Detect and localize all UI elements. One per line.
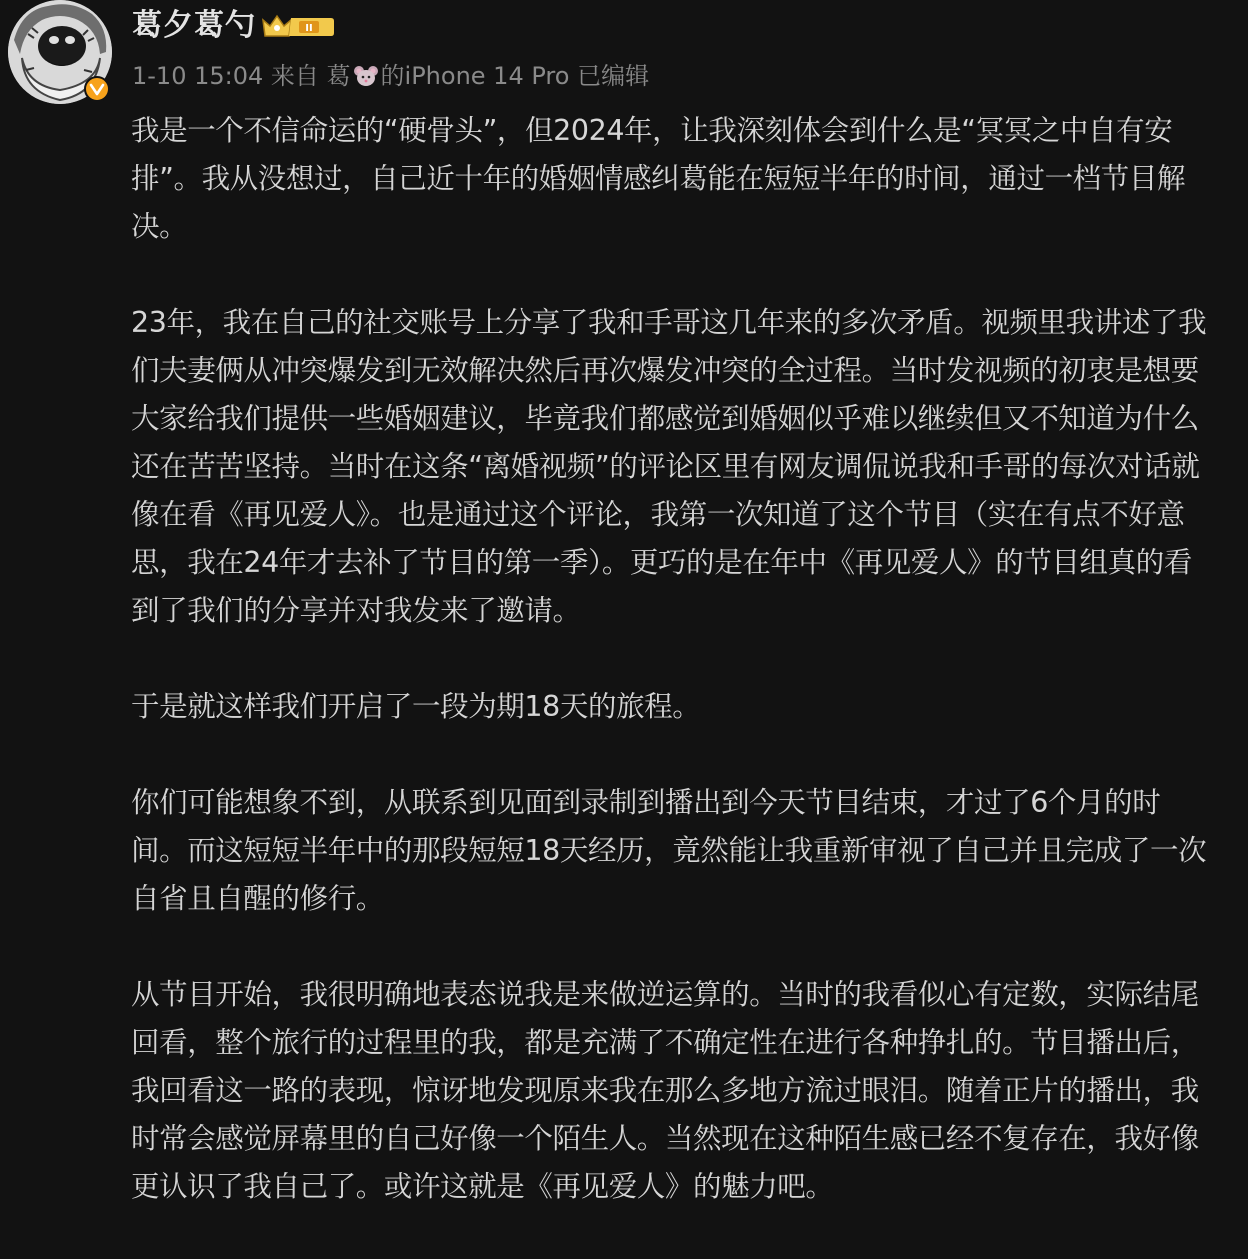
paragraph: 从节目开始，我很明确地表态说我是来做逆运算的。当时的我看似心有定数，实际结尾回看，整个旅行的过程里的我，都是充满了不确定性在进行各种挣扎的。节目播出后，我回看这一路的表现，惊讶地发现原来我在那么多地方流过眼泪。随着正片的播出，我时常会感觉屏幕里的自己好像一个陌生人。当然现在这种陌生感已经不复存在，我好像更认识了我自己了。或许这就是《再见爱人》的魅力吧。	[131, 978, 1199, 1203]
post-time[interactable]: 1-10 15:04	[132, 62, 264, 90]
edited-label[interactable]: 已编辑	[577, 62, 650, 90]
paragraph: 23年，我在自己的社交账号上分享了我和手哥这几年来的多次矛盾。视频里我讲述了我们夫妻俩从冲突爆发到无效解决然后再次爆发冲突的全过程。当时发视频的初衷是想要大家给我们提供一些婚姻建议，毕竟我们都感觉到婚姻似乎难以继续但又不知道为什么还在苦苦坚持。当时在这条“离婚视频”的评论区里有网友调侃说我和手哥的每次对话就像在看《再见爱人》。也是通过这个评论，我第一次知道了这个节目（实在有点不好意思，我在24年才去补了节目的第一季）。更巧的是在年中《再见爱人》的节目组真的看到了我们的分享并对我发来了邀请。	[131, 306, 1207, 627]
verified-badge	[84, 76, 110, 102]
verified-check-icon	[89, 81, 105, 97]
post-meta	[132, 60, 649, 92]
vip-badge[interactable]	[261, 12, 335, 42]
mouse-emoji-icon	[353, 63, 379, 85]
paragraph: 你们可能想象不到，从联系到见面到录制到播出到今天节目结束，才过了6个月的时间。而这短短半年中的那段短短18天经历，竟然能让我重新审视了自己并且完成了一次自省且自醒的修行。	[131, 786, 1207, 915]
post-content	[131, 107, 1216, 1259]
crown-vip-icon	[261, 12, 335, 42]
username[interactable]: 葛夕葛勺	[132, 8, 256, 43]
post-source-prefix: 来自 葛	[270, 62, 351, 90]
post-device: 的iPhone 14 Pro	[380, 62, 570, 90]
paragraph: 我是一个不信命运的“硬骨头”，但2024年，让我深刻体会到什么是“冥冥之中自有安排”。我从没想过，自己近十年的婚姻情感纠葛能在短短半年的时间，通过一档节目解决。	[131, 114, 1186, 243]
paragraph: 于是就这样我们开启了一段为期18天的旅程。	[131, 690, 701, 723]
vip-level-text: II	[305, 23, 313, 34]
